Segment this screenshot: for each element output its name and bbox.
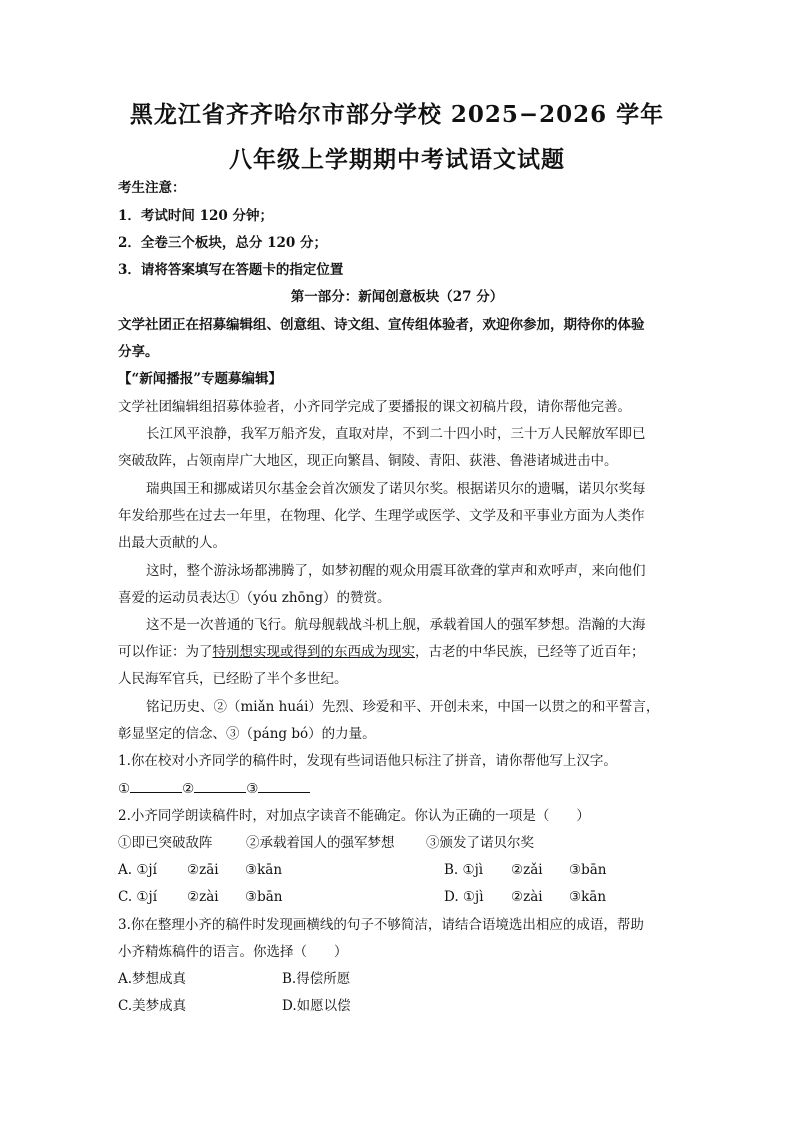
answer-blank[interactable] xyxy=(194,780,246,793)
q3-option-c: C.美梦成真 xyxy=(118,998,187,1014)
passage-line: 这不是一次普通的飞行。航母舰载战斗机上舰，承载着国人的强军梦想。浩瀚的大海 xyxy=(146,617,646,633)
q2-option-a: ③kān xyxy=(245,862,283,878)
document-title: 黑龙江省齐齐哈尔市部分学校 2025−2026 学年 xyxy=(129,101,665,128)
document-subtitle: 八年级上学期期中考试语文试题 xyxy=(229,146,565,173)
q2-option-a: ②zāi xyxy=(187,862,219,878)
passage-line: 长江风平浪静，我军万船齐发，直取对岸，不到二十四小时，三十万人民解放军即已 xyxy=(146,426,646,442)
passage-line: 彰显坚定的信念、③（páng bó）的力量。 xyxy=(118,726,376,742)
q3-option-a: A.梦想成真 xyxy=(118,971,187,987)
q2-option-b: ②zǎi xyxy=(511,862,543,878)
q2-option-c: ②zài xyxy=(187,889,219,905)
q2-option-d: ③kān xyxy=(569,889,607,905)
question-1-stem: 1.你在校对小齐同学的稿件时，发现有些词语他只标注了拼音，请你帮他写上汉字。 xyxy=(118,753,617,769)
passage-line: 喜爱的运动员表达①（yóu zhōng）的赞赏。 xyxy=(118,590,391,606)
passage-line: 可以作证：为了特别想实现或得到的东西成为现实，古老的中华民族，已经等了近百年； xyxy=(118,644,645,660)
notice-item: 1．考试时间 120 分钟； xyxy=(118,208,273,224)
part-intro: 分享。 xyxy=(118,344,159,360)
part-intro: 文学社团正在招募编辑组、创意组、诗文组、宣传组体验者，欢迎你参加，期待你的体验 xyxy=(118,317,645,333)
q3-option-b: B.得偿所愿 xyxy=(282,971,351,987)
q2-option-d: D. ①jì xyxy=(444,889,484,905)
question-3-stem: 3.你在整理小齐的稿件时发现画横线的句子不够简洁，请结合语境选出相应的成语，帮助 xyxy=(118,917,644,933)
notice-item: 2．全卷三个板块，总分 120 分； xyxy=(118,235,327,251)
passage-line: 瑞典国王和挪威诺贝尔基金会首次颁发了诺贝尔奖。根据诺贝尔的遗嘱，诺贝尔奖每 xyxy=(146,481,646,497)
section-heading: 【“新闻播报”专题募编辑】 xyxy=(118,371,283,387)
notice-heading: 考生注意： xyxy=(118,180,186,196)
underlined-sentence: 特别想实现或得到的东西成为现实 xyxy=(212,644,415,660)
q3-option-d: D.如愿以偿 xyxy=(282,998,351,1014)
q2-item: ②承载着国人的强军梦想 xyxy=(246,835,395,851)
question-1-blanks: ① ② ③ xyxy=(118,779,310,799)
answer-blank[interactable] xyxy=(130,780,182,793)
passage-line: 铭记历史、②（miǎn huái）先烈、珍爱和平、开创未来，中国一以贯之的和平誓言， xyxy=(146,699,660,715)
q2-item: ③颁发了诺贝尔奖 xyxy=(426,835,534,851)
passage-line: 出最大贡献的人。 xyxy=(118,535,226,551)
passage-line: 突破敌阵，占领南岸广大地区，现正向繁昌、铜陵、青阳、荻港、鲁港诸城进击中。 xyxy=(118,453,618,469)
q2-option-c: ③bān xyxy=(245,889,283,905)
question-2-stem: 2.小齐同学朗读稿件时，对加点字读音不能确定。你认为正确的一项是（ ） xyxy=(118,808,590,824)
q2-option-b: ③bān xyxy=(569,862,607,878)
passage-line: 年发给那些在过去一年里，在物理、化学、生理学或医学、文学及和平事业方面为人类作 xyxy=(118,508,645,524)
answer-blank[interactable] xyxy=(258,780,310,793)
q2-item: ①即已突破敌阵 xyxy=(118,835,213,851)
question-3-stem: 小齐精炼稿件的语言。你选择（ ） xyxy=(118,944,348,960)
part-title: 第一部分：新闻创意板块（27 分） xyxy=(290,289,504,305)
q2-option-c: C. ①jí xyxy=(118,889,158,905)
notice-item: 3．请将答案填写在答题卡的指定位置 xyxy=(118,262,344,278)
q2-option-b: B. ①jì xyxy=(444,862,484,878)
passage-line: 这时，整个游泳场都沸腾了，如梦初醒的观众用震耳欲聋的掌声和欢呼声，来向他们 xyxy=(146,563,646,579)
section-lead: 文学社团编辑组招募体验者，小齐同学完成了要播报的课文初稿片段，请你帮他完善。 xyxy=(118,399,631,415)
q2-option-a: A. ①jí xyxy=(118,862,157,878)
q2-option-d: ②zài xyxy=(511,889,543,905)
passage-line: 人民海军官兵，已经盼了半个多世纪。 xyxy=(118,671,348,687)
